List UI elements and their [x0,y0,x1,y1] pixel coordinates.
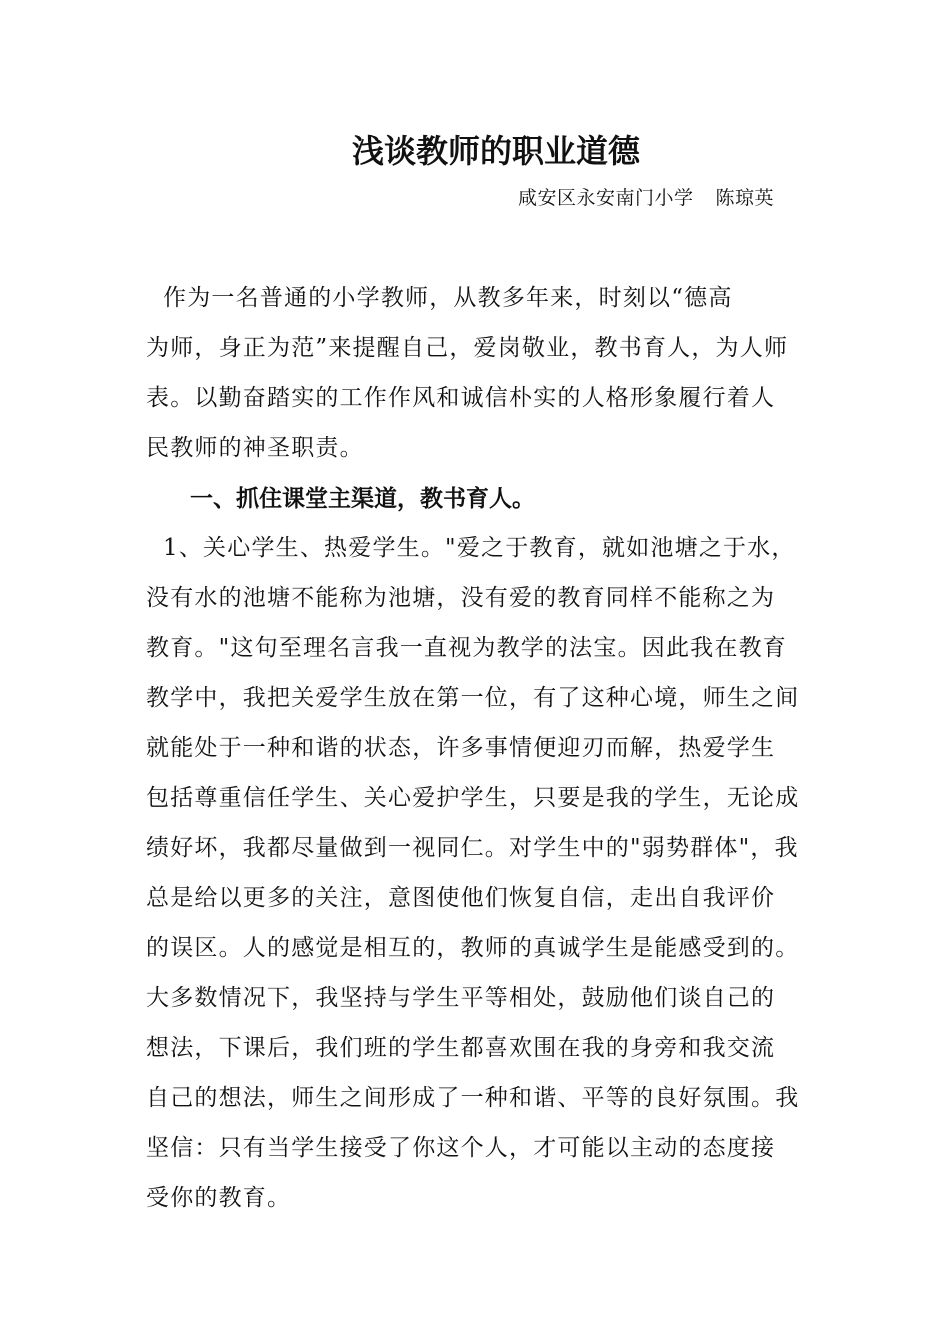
author-name: 陈琼英 [715,187,775,209]
intro-paragraph [146,273,788,473]
paragraph-line: 就能处于一种和谐的状态，许多事情便迎刃而解，热爱学生 [146,735,776,761]
paragraph-line: 大多数情况下，我坚持与学生平等相处，鼓励他们谈自己的 [146,985,776,1011]
paragraph-line: 受你的教育。 [146,1185,292,1211]
paragraph-line: 教育。"这句至理名言我一直视为教学的法宝。因此我在教育 [146,635,787,661]
author-school: 咸安区永安南门小学 [518,187,694,209]
paragraph-line: 教学中，我把关爱学生放在第一位，有了这种心境，师生之间 [146,685,800,711]
paragraph-line: 总是给以更多的关注，意图使他们恢复自信，走出自我评价 [146,885,776,911]
intro-line: 作为一名普通的小学教师，从教多年来，时刻以“德高 [146,285,733,311]
paragraph-line: 坚信：只有当学生接受了你这个人，才可能以主动的态度接 [146,1135,776,1161]
paragraph-line: 想法，下课后，我们班的学生都喜欢围在我的身旁和我交流 [146,1035,776,1061]
paragraph-line: 包括尊重信任学生、关心爱护学生，只要是我的学生，无论成 [146,785,800,811]
intro-line: 为师，身正为范”来提醒自己，爱岗敬业，教书育人，为人师 [146,335,789,361]
paragraph-line: 绩好坏，我都尽量做到一视同仁。对学生中的"弱势群体"，我 [146,835,799,861]
author-line [518,184,774,212]
section-heading: 一、抓住课堂主渠道，教书育人。 [190,486,535,512]
paragraph-line: 1、关心学生、热爱学生。"爱之于教育，就如池塘之于水， [146,535,796,561]
document-title: 浅谈教师的职业道德 [352,132,641,170]
paragraph-line: 自己的想法，师生之间形成了一种和谐、平等的良好氛围。我 [146,1085,800,1111]
paragraph-line: 的误区。人的感觉是相互的，教师的真诚学生是能感受到的。 [146,935,800,961]
paragraph-line: 没有水的池塘不能称为池塘，没有爱的教育同样不能称之为 [146,585,776,611]
body-paragraph [146,523,799,1223]
intro-line: 表。以勤奋踏实的工作作风和诚信朴实的人格形象履行着人 [146,385,776,411]
intro-line: 民教师的神圣职责。 [146,435,364,461]
